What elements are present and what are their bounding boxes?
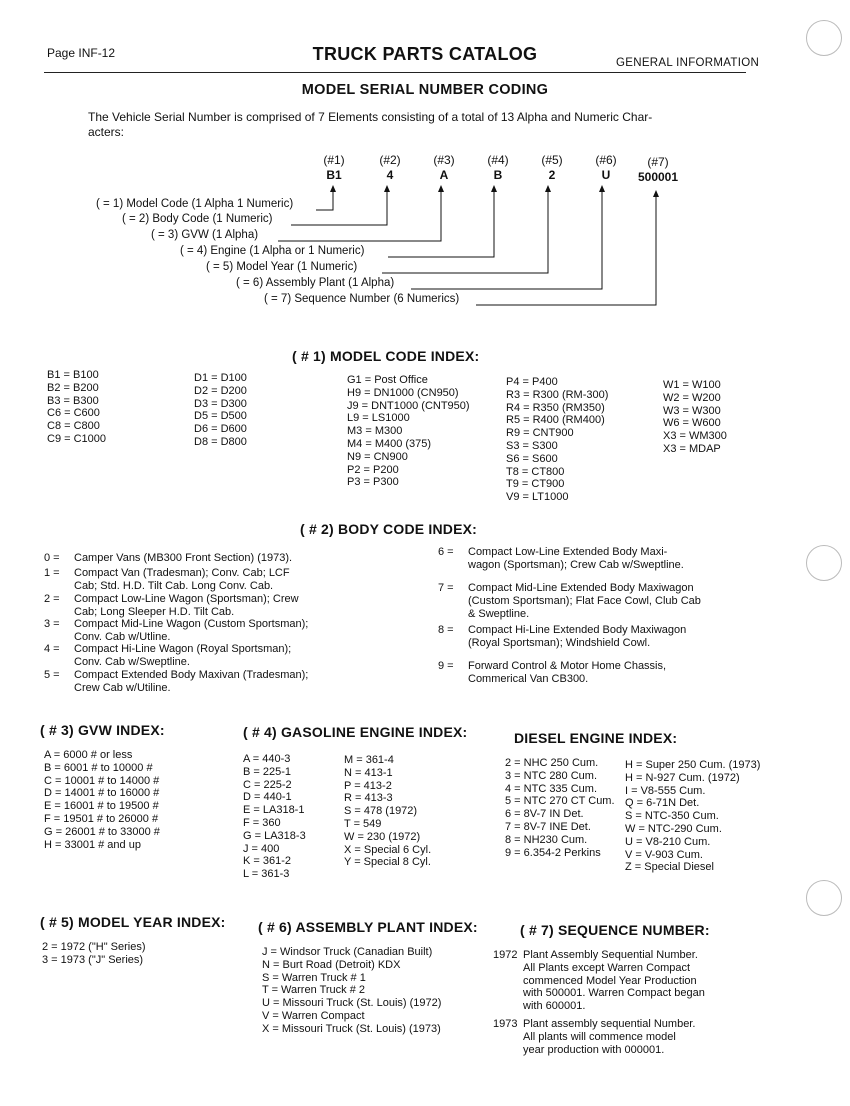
diesel-engine-item: H = Super 250 Cum. (1973) — [625, 759, 761, 771]
section-name: GENERAL INFORMATION — [616, 57, 760, 69]
model-code-item: R3 = R300 (RM-300) — [506, 388, 609, 401]
catalog-title: TRUCK PARTS CATALOG — [312, 44, 538, 64]
model-code-item: P4 = P400 — [506, 376, 558, 388]
sequence-text-1973 — [523, 1018, 695, 1056]
model-code-item: D6 = D600 — [194, 423, 247, 436]
model-code-item: V9 = LT1000 — [506, 491, 569, 504]
body-code-key: 9 = — [438, 660, 454, 672]
diesel-engine-item: U = V8-210 Cum. — [625, 835, 711, 848]
sequence-line: with 600001. — [523, 1000, 586, 1013]
model-code-col-5 — [663, 379, 727, 456]
diesel-engine-col-2 — [625, 759, 760, 874]
page-number: Page INF-12 — [47, 46, 116, 60]
model-year-index-title: ( # 5) MODEL YEAR INDEX: — [40, 914, 226, 930]
gas-engine-item: J = 400 — [243, 842, 280, 855]
body-code-item-0 — [44, 552, 374, 566]
model-code-item: P3 = P300 — [347, 476, 399, 489]
intro-line-1: The Vehicle Serial Number is comprised of 7 Elements consisting of a total of 13 Alpha and Numeric Char- — [88, 110, 653, 124]
model-code-item: W6 = W600 — [663, 417, 721, 430]
body-code-key: 6 = — [438, 546, 454, 558]
assembly-plant-item: U = Missouri Truck (St. Louis) (1972) — [262, 997, 442, 1010]
element-label-3: (#3) — [433, 153, 455, 167]
sequence-line: Plant Assembly Sequential Number. — [523, 949, 698, 961]
gas-engine-index-title: ( # 4) GASOLINE ENGINE INDEX: — [243, 724, 468, 740]
desc-body-code: ( = 2) Body Code (1 Numeric) — [122, 213, 273, 225]
gvw-item: F = 19501 # to 26000 # — [44, 812, 159, 825]
gas-engine-item: R = 413-3 — [344, 792, 393, 805]
gas-engine-item: X = Special 6 Cyl. — [344, 843, 432, 856]
model-code-item: D8 = D800 — [194, 435, 247, 448]
model-code-col-4 — [506, 376, 608, 504]
assembly-plant-item: T = Warren Truck # 2 — [262, 984, 366, 997]
model-code-col-2 — [194, 372, 247, 449]
body-code-text: Crew Cab w/Utiline. — [74, 682, 171, 695]
gas-engine-item: F = 360 — [243, 816, 281, 829]
sequence-year-1973: 1973 — [493, 1018, 518, 1030]
gas-engine-item: A = 440-3 — [243, 753, 291, 765]
element-value-5: 2 — [548, 168, 556, 182]
body-code-text: Conv. Cab w/Utline. — [74, 631, 171, 644]
element-label-7: (#7) — [647, 155, 669, 169]
model-code-item: D1 = D100 — [194, 372, 247, 384]
element-value-6: U — [601, 168, 611, 182]
body-code-key: 2 = — [44, 593, 60, 605]
model-code-item: R9 = CNT900 — [506, 427, 574, 440]
model-code-item: T8 = CT800 — [506, 465, 565, 478]
model-code-item: B3 = B300 — [47, 394, 99, 407]
gvw-index-title: ( # 3) GVW INDEX: — [40, 722, 165, 738]
model-code-item: J9 = DNT1000 (CNT950) — [347, 399, 470, 412]
intro-line-2: acters: — [88, 125, 125, 139]
body-code-item-5 — [44, 669, 374, 697]
diesel-engine-index-title: DIESEL ENGINE INDEX: — [514, 730, 678, 746]
body-code-key: 3 = — [44, 618, 60, 630]
diesel-engine-item: 5 = NTC 270 CT Cum. — [505, 795, 615, 808]
diesel-engine-col-1 — [505, 757, 615, 859]
model-code-item: C9 = C1000 — [47, 432, 107, 445]
diesel-engine-item: 9 = 6.354-2 Perkins — [505, 846, 601, 859]
element-label-6: (#6) — [595, 153, 617, 167]
body-code-item-6 — [438, 546, 768, 574]
assembly-plant-item: X = Missouri Truck (St. Louis) (1973) — [262, 1022, 441, 1035]
gas-engine-col-1 — [243, 753, 306, 881]
element-value-3: A — [439, 168, 449, 182]
sequence-line: All Plants except Warren Compact — [523, 961, 691, 974]
assembly-plant-item: V = Warren Compact — [262, 1009, 365, 1022]
element-value-2: 4 — [386, 168, 394, 182]
gas-engine-item: S = 478 (1972) — [344, 805, 418, 818]
model-code-item: C6 = C600 — [47, 407, 100, 420]
model-code-item: T9 = CT900 — [506, 478, 565, 491]
gvw-item: H = 33001 # and up — [44, 838, 141, 851]
body-code-text: Compact Mid-Line Extended Body Maxiwagon — [468, 582, 694, 594]
gvw-item: E = 16001 # to 19500 # — [44, 800, 159, 813]
diesel-engine-item: 3 = NTC 280 Cum. — [505, 769, 598, 782]
desc-gvw: ( = 3) GVW (1 Alpha) — [151, 229, 259, 241]
gvw-item: A = 6000 # or less — [44, 749, 133, 761]
body-code-text: Camper Vans (MB300 Front Section) (1973). — [74, 552, 293, 564]
model-code-item: P2 = P200 — [347, 463, 399, 476]
sequence-line: All plants will commence model — [523, 1030, 676, 1043]
desc-model-code: ( = 1) Model Code (1 Alpha 1 Numeric) — [96, 198, 294, 210]
desc-model-year: ( = 5) Model Year (1 Numeric) — [206, 261, 358, 273]
model-code-item: R5 = R400 (RM400) — [506, 414, 605, 427]
assembly-plant-index-title: ( # 6) ASSEMBLY PLANT INDEX: — [258, 919, 478, 935]
body-code-key: 1 = — [44, 567, 60, 579]
element-label-4: (#4) — [487, 153, 509, 167]
body-code-text: wagon (Sportsman); Crew Cab w/Sweptline. — [468, 559, 684, 572]
element-label-5: (#5) — [541, 153, 563, 167]
body-code-item-7 — [438, 582, 768, 624]
element-label-1: (#1) — [323, 153, 345, 167]
diesel-engine-item: S = NTC-350 Cum. — [625, 810, 719, 823]
desc-assembly-plant: ( = 6) Assembly Plant (1 Alpha) — [236, 277, 395, 289]
body-code-text: Compact Extended Body Maxivan (Tradesman); — [74, 669, 309, 681]
diesel-engine-item: 8 = NH230 Cum. — [505, 833, 588, 846]
sequence-number-title: ( # 7) SEQUENCE NUMBER: — [520, 922, 710, 938]
model-year-item: 3 = 1973 ("J" Series) — [42, 953, 144, 966]
model-code-item: H9 = DN1000 (CN950) — [347, 386, 459, 399]
gas-engine-item: E = LA318-1 — [243, 804, 305, 817]
model-year-list — [42, 941, 146, 967]
gas-engine-item: D = 440-1 — [243, 791, 292, 804]
body-code-key: 0 = — [44, 552, 60, 564]
gvw-item: D = 14001 # to 16000 # — [44, 787, 160, 800]
model-year-item: 2 = 1972 ("H" Series) — [42, 941, 146, 953]
body-code-text: Compact Mid-Line Wagon (Custom Sportsman); — [74, 618, 309, 630]
assembly-plant-list — [262, 946, 441, 1036]
model-code-item: B1 = B100 — [47, 369, 99, 381]
body-code-item-4 — [44, 643, 374, 671]
body-code-item-9 — [438, 660, 768, 688]
gas-engine-item: P = 413-2 — [344, 779, 392, 792]
body-code-key: 8 = — [438, 624, 454, 636]
assembly-plant-item: N = Burt Road (Detroit) KDX — [262, 958, 401, 971]
gas-engine-item: G = LA318-3 — [243, 829, 306, 842]
diesel-engine-item: 7 = 8V-7 INE Det. — [505, 820, 591, 833]
sequence-text-1972 — [523, 949, 705, 1013]
body-code-text: Commerical Van CB300. — [468, 673, 589, 686]
diesel-engine-item: 2 = NHC 250 Cum. — [505, 757, 599, 769]
element-value-7: 500001 — [637, 170, 679, 184]
model-code-col-3 — [347, 374, 470, 489]
serial-coding-title: MODEL SERIAL NUMBER CODING — [301, 82, 549, 98]
gas-engine-item: Y = Special 8 Cyl. — [344, 856, 431, 869]
gas-engine-item: B = 225-1 — [243, 765, 292, 778]
sequence-line: Plant assembly sequential Number. — [523, 1018, 696, 1030]
gas-engine-item: T = 549 — [344, 817, 382, 830]
gas-engine-item: K = 361-2 — [243, 855, 292, 868]
model-code-index-title: ( # 1) MODEL CODE INDEX: — [292, 348, 480, 364]
model-code-item: R4 = R350 (RM350) — [506, 401, 605, 414]
body-code-text: Compact Van (Tradesman); Conv. Cab; LCF — [74, 567, 290, 579]
gvw-list — [44, 749, 160, 851]
body-code-text: Forward Control & Motor Home Chassis, — [468, 660, 667, 672]
model-code-item: M4 = M400 (375) — [347, 437, 432, 450]
model-code-item: S6 = S600 — [506, 452, 558, 465]
body-code-text: Compact Hi-Line Extended Body Maxiwagon — [468, 624, 687, 636]
body-code-item-2 — [44, 593, 374, 621]
gas-engine-item: W = 230 (1972) — [344, 830, 421, 843]
desc-sequence-number: ( = 7) Sequence Number (6 Numerics) — [264, 293, 460, 305]
body-code-text: Conv. Cab w/Sweptline. — [74, 656, 190, 669]
diesel-engine-item: V = V-903 Cum. — [625, 848, 703, 861]
assembly-plant-item: S = Warren Truck # 1 — [262, 971, 366, 984]
sequence-line: commenced Model Year Production — [523, 974, 697, 987]
gas-engine-item: M = 361-4 — [344, 754, 394, 766]
body-code-key: 7 = — [438, 582, 454, 594]
gvw-item: G = 26001 # to 33000 # — [44, 825, 160, 838]
body-code-text: Cab; Std. H.D. Tilt Cab. Long Conv. Cab. — [74, 580, 274, 593]
model-code-item: G1 = Post Office — [347, 374, 428, 386]
body-code-text: (Custom Sportsman); Flat Face Cowl, Club Cab — [468, 595, 701, 608]
body-code-text: Compact Hi-Line Wagon (Royal Sportsman); — [74, 643, 292, 655]
body-code-key: 4 = — [44, 643, 60, 655]
model-code-col-1 — [47, 369, 106, 446]
model-code-item: D2 = D200 — [194, 384, 247, 397]
body-code-text: Compact Low-Line Wagon (Sportsman); Crew — [74, 593, 299, 605]
diesel-engine-item: Q = 6-71N Det. — [625, 797, 700, 810]
body-code-text: (Royal Sportsman); Windshield Cowl. — [468, 637, 651, 650]
model-code-item: M3 = M300 — [347, 425, 403, 438]
element-value-4: B — [493, 168, 503, 182]
body-code-text: Cab; Long Sleeper H.D. Tilt Cab. — [74, 606, 235, 619]
element-label-2: (#2) — [379, 153, 401, 167]
gas-engine-col-2 — [344, 754, 431, 869]
body-code-item-3 — [44, 618, 374, 646]
body-code-text: Compact Low-Line Extended Body Maxi- — [468, 546, 668, 558]
model-code-item: D5 = D500 — [194, 410, 247, 423]
model-code-item: W3 = W300 — [663, 404, 721, 417]
body-code-key: 5 = — [44, 669, 60, 681]
gvw-item: B = 6001 # to 10000 # — [44, 761, 153, 774]
body-code-item-1 — [44, 567, 374, 595]
diesel-engine-item: H = N-927 Cum. (1972) — [625, 771, 740, 784]
model-code-item: S3 = S300 — [506, 439, 558, 452]
model-code-item: W1 = W100 — [663, 379, 721, 391]
sequence-line: with 500001. Warren Compact began — [523, 987, 705, 1000]
assembly-plant-item: J = Windsor Truck (Canadian Built) — [262, 946, 433, 958]
model-code-item: C8 = C800 — [47, 420, 100, 433]
diesel-engine-item: Z = Special Diesel — [625, 861, 714, 874]
element-value-1: B1 — [326, 168, 342, 182]
body-code-index-title: ( # 2) BODY CODE INDEX: — [300, 521, 478, 537]
model-code-item: W2 = W200 — [663, 391, 721, 404]
sequence-year-1972: 1972 — [493, 949, 518, 961]
diesel-engine-item: I = V8-555 Cum. — [625, 784, 706, 797]
model-code-item: D3 = D300 — [194, 397, 247, 410]
body-code-text: & Sweptline. — [468, 608, 530, 621]
gvw-item: C = 10001 # to 14000 # — [44, 774, 160, 787]
model-code-item: X3 = MDAP — [663, 442, 721, 455]
model-code-item: X3 = WM300 — [663, 430, 727, 443]
sequence-line: year production with 000001. — [523, 1043, 665, 1056]
diesel-engine-item: 4 = NTC 335 Cum. — [505, 782, 598, 795]
model-code-item: L9 = LS1000 — [347, 412, 410, 425]
diesel-engine-item: 6 = 8V-7 IN Det. — [505, 808, 584, 821]
body-code-item-8 — [438, 624, 768, 652]
gas-engine-item: N = 413-1 — [344, 766, 393, 779]
desc-engine: ( = 4) Engine (1 Alpha or 1 Numeric) — [180, 245, 365, 257]
model-code-item: N9 = CN900 — [347, 450, 408, 463]
gas-engine-item: L = 361-3 — [243, 868, 290, 881]
gas-engine-item: C = 225-2 — [243, 778, 292, 791]
model-code-item: B2 = B200 — [47, 381, 99, 394]
diesel-engine-item: W = NTC-290 Cum. — [625, 822, 722, 835]
